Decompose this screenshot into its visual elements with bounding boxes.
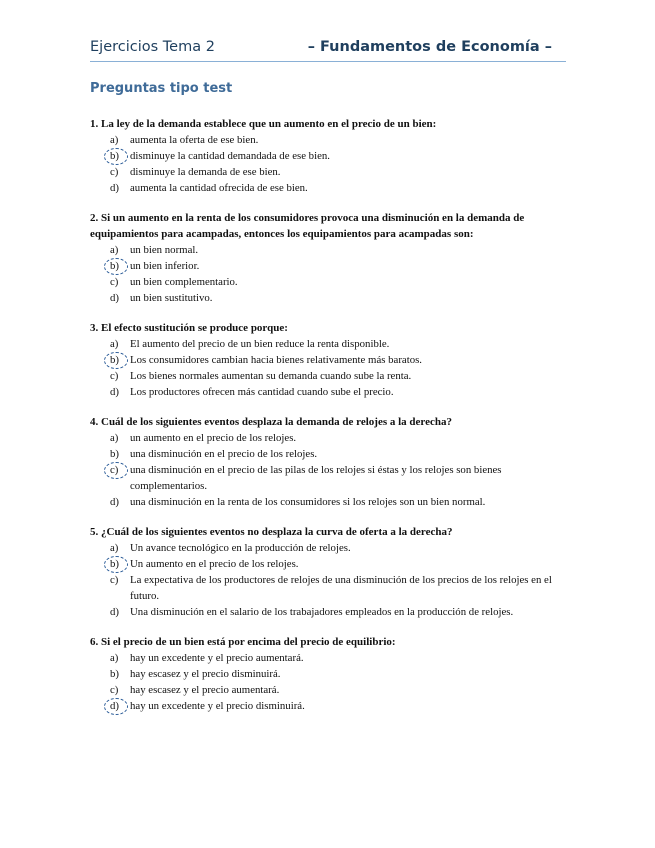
option-text: disminuye la cantidad demandada de ese bien. (130, 150, 330, 162)
option-letter: a) (110, 338, 119, 350)
option-letter: c) (110, 464, 119, 476)
option-letter: a) (110, 134, 119, 146)
answer-option[interactable] (90, 368, 565, 384)
answer-options (90, 242, 565, 306)
option-text: La expectativa de los productores de relojes de una disminución de los precios de los relojes en el futuro. (130, 574, 552, 602)
answer-option[interactable] (90, 242, 565, 258)
answer-option[interactable] (90, 682, 565, 698)
option-text: Los productores ofrecen más cantidad cuando sube el precio. (130, 386, 394, 398)
option-letter: a) (110, 652, 119, 664)
option-text: hay un excedente y el precio disminuirá. (130, 700, 305, 712)
question-3 (90, 320, 565, 400)
option-text: El aumento del precio de un bien reduce la renta disponible. (130, 338, 390, 350)
answer-option[interactable] (90, 132, 565, 148)
answer-option[interactable] (90, 274, 565, 290)
question-text: 3. El efecto sustitución se produce porque: (90, 322, 288, 334)
option-letter: a) (110, 432, 119, 444)
answer-option[interactable] (90, 384, 565, 400)
question-text: 6. Si el precio de un bien está por encima del precio de equilibrio: (90, 636, 396, 648)
option-letter: b) (110, 150, 119, 162)
answer-option[interactable] (90, 540, 565, 556)
option-letter: b) (110, 260, 119, 272)
option-text: Un aumento en el precio de los relojes. (130, 558, 299, 570)
answer-options (90, 650, 565, 714)
option-text: Los bienes normales aumentan su demanda cuando sube la renta. (130, 370, 412, 382)
question-1 (90, 116, 565, 196)
option-letter: c) (110, 684, 119, 696)
question-text: 5. ¿Cuál de los siguientes eventos no desplaza la curva de oferta a la derecha? (90, 526, 453, 538)
option-letter: b) (110, 668, 119, 680)
option-letter: d) (110, 182, 119, 194)
question-text: 4. Cuál de los siguientes eventos desplaza la demanda de relojes a la derecha? (90, 416, 452, 428)
option-text: aumenta la cantidad ofrecida de ese bien. (130, 182, 308, 194)
question-text: 2. Si un aumento en la renta de los consumidores provoca una disminución en la demanda de equipamientos para acampadas, entonces los equipamientos para acampadas son: (90, 212, 525, 240)
answer-option[interactable] (90, 180, 565, 196)
answer-option[interactable] (90, 336, 565, 352)
answer-option[interactable] (90, 494, 565, 510)
answer-option[interactable] (90, 352, 565, 368)
option-text: disminuye la demanda de ese bien. (130, 166, 281, 178)
option-letter: a) (110, 244, 119, 256)
option-letter: c) (110, 370, 119, 382)
answer-option[interactable] (90, 446, 565, 462)
answer-option[interactable] (90, 164, 565, 180)
option-letter: d) (110, 292, 119, 304)
option-letter: d) (110, 700, 119, 712)
answer-option[interactable] (90, 572, 565, 604)
option-text: hay escasez y el precio aumentará. (130, 684, 280, 696)
option-text: una disminución en el precio de los relojes. (130, 448, 318, 460)
option-letter: d) (110, 496, 119, 508)
answer-option[interactable] (90, 462, 565, 494)
option-text: un aumento en el precio de los relojes. (130, 432, 297, 444)
question-text: 1. La ley de la demanda establece que un aumento en el precio de un bien: (90, 118, 437, 130)
option-text: hay escasez y el precio disminuirá. (130, 668, 281, 680)
answer-option[interactable] (90, 666, 565, 682)
option-text: aumenta la oferta de ese bien. (130, 134, 259, 146)
option-text: un bien complementario. (130, 276, 238, 288)
option-letter: d) (110, 606, 119, 618)
option-letter: b) (110, 558, 119, 570)
question-4 (90, 414, 565, 510)
answer-options (90, 132, 565, 196)
option-letter: b) (110, 448, 119, 460)
header-title: Ejercicios Tema 2 (90, 39, 215, 55)
answer-option[interactable] (90, 650, 565, 666)
answer-options (90, 336, 565, 400)
question-2 (90, 210, 565, 306)
page-header (90, 39, 566, 62)
question-5 (90, 524, 565, 620)
option-text: una disminución en la renta de los consumidores si los relojes son un bien normal. (130, 496, 486, 508)
option-text: Un avance tecnológico en la producción de relojes. (130, 542, 351, 554)
answer-option[interactable] (90, 148, 565, 164)
option-text: un bien inferior. (130, 260, 200, 272)
option-text: hay un excedente y el precio aumentará. (130, 652, 304, 664)
option-text: Los consumidores cambian hacia bienes relativamente más baratos. (130, 354, 423, 366)
header-subject: – Fundamentos de Economía – (307, 39, 552, 55)
answer-option[interactable] (90, 258, 565, 274)
option-text: un bien normal. (130, 244, 199, 256)
option-letter: a) (110, 542, 119, 554)
option-letter: b) (110, 354, 119, 366)
option-text: un bien sustitutivo. (130, 292, 213, 304)
answer-option[interactable] (90, 698, 565, 714)
section-title: Preguntas tipo test (90, 81, 233, 96)
questions-list (90, 116, 565, 728)
option-letter: c) (110, 166, 119, 178)
answer-option[interactable] (90, 556, 565, 572)
answer-option[interactable] (90, 430, 565, 446)
answer-options (90, 430, 565, 510)
answer-option[interactable] (90, 290, 565, 306)
answer-options (90, 540, 565, 620)
option-text: una disminución en el precio de las pilas de los relojes si éstas y los relojes son bienes complementarios. (130, 464, 502, 492)
option-letter: d) (110, 386, 119, 398)
question-6 (90, 634, 565, 714)
option-letter: c) (110, 574, 119, 586)
option-text: Una disminución en el salario de los trabajadores empleados en la producción de relojes. (130, 606, 514, 618)
option-letter: c) (110, 276, 119, 288)
answer-option[interactable] (90, 604, 565, 620)
